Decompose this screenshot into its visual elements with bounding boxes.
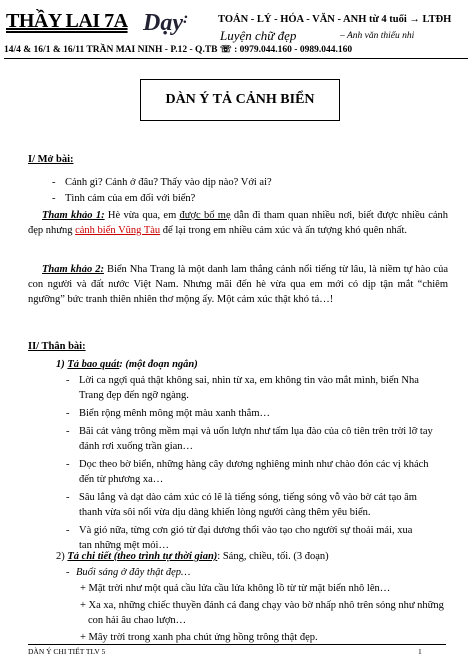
bullet-text: Trang đẹp đến ngỡ ngàng.	[79, 390, 189, 401]
brand-logo: THẦY LAI 7A	[6, 10, 128, 32]
dash-marker: -	[66, 567, 70, 578]
reference-paragraph-1	[28, 208, 448, 238]
teach-heading	[143, 10, 188, 37]
day-word: Dạy	[143, 10, 183, 36]
bullet-text: Dọc theo bờ biển, những hàng cây dương nghiêng mình như chào đón các vị khách	[79, 459, 429, 470]
ref1-text: Hè vừa qua, em	[104, 210, 180, 221]
subjects-line: TOÁN - LÝ - HÓA - VĂN - ANH từ 4 tuổi → LTĐH	[218, 14, 452, 25]
bullet-text: thanh vừa sôi nổi vừa dịu dàng khiến lòng người càng thêm yêu biển.	[79, 507, 371, 518]
footer-label: DÀN Ý CHI TIẾT TLV 5	[28, 647, 106, 656]
dash-marker: -	[66, 525, 70, 536]
section1-heading: I/ Mở bài:	[28, 154, 74, 165]
bullet-text: đánh rơi xuống trần gian…	[79, 441, 194, 452]
address-line: 14/4 & 16/1 & 16/11 TRẦN MAI NINH - P.12 - Q.TB ☏ : 0979.044.160 - 0989.044.160	[4, 45, 353, 55]
subsection-label: Tả bao quát	[67, 359, 120, 370]
morning-text: Buổi sáng ở đây thật đẹp…	[76, 567, 191, 578]
subsection-note: : Sáng, chiều, tối. (3 đoạn)	[217, 551, 329, 562]
calligraphy-line: Luyện chữ đẹp	[220, 28, 297, 43]
reference-label: Tham khảo 2:	[42, 264, 104, 275]
subsection-2-heading	[56, 550, 329, 564]
detail-item-text: con hải âu chao lượn…	[88, 615, 187, 626]
ref1-highlight: cảnh biển Vũng Tàu	[75, 225, 161, 236]
english-kids-line: – Anh văn thiếu nhi	[340, 31, 415, 41]
dash-marker: -	[66, 426, 70, 437]
detail-item-text: + Mặt trời như một quả cầu lửa cầu lửa không lồ từ từ mặt biển nhô lên…	[80, 583, 391, 594]
ref1-underlined: được bố mẹ	[179, 210, 231, 221]
dash-marker: -	[66, 492, 70, 503]
subsection-number: 2)	[56, 551, 65, 562]
dash-marker: -	[52, 193, 56, 204]
document-title: DÀN Ý TẢ CẢNH BIỂN	[140, 79, 340, 121]
bullet-text: đến từ phương xa…	[79, 474, 164, 485]
subsection-number: 1)	[56, 359, 65, 370]
bullet-text: Biển rộng mênh mông một màu xanh thẳm…	[79, 408, 271, 419]
ref1-text: dẫn đi tham quan nhiều nơi, biết được nhiều cảnh đẹp nhưng	[28, 210, 449, 236]
bullet-text: tan những mệt mỏi…	[79, 540, 169, 551]
reference-label: Tham khảo 1:	[42, 210, 105, 221]
detail-item-text: + Mây trời trong xanh pha chút ửng hồng trông thật đẹp.	[80, 632, 318, 643]
header-divider	[4, 58, 468, 59]
day-colon: :	[182, 10, 189, 27]
dash-marker: -	[66, 459, 70, 470]
ref1-text: để lại trong em nhiều cảm xúc và ấn tượng khó quên nhất.	[160, 225, 408, 236]
bullet-text: Bãi cát vàng trông mềm mại và uốn lượn như tấm lụa đào của cô tiên trên trời lỡ tay	[79, 426, 433, 437]
bullet-text: Sâu lắng và dạt dào cảm xúc có lẽ là tiếng sóng, tiếng sóng vỗ vào bờ cát tạo âm	[79, 492, 417, 503]
subsection-label: Tả chi tiết (theo trình tự thời gian)	[67, 551, 218, 562]
bullet-text: Lời ca ngợi quả thật không sai, nhìn từ xa, em không tin vào mắt mình, biển Nha	[79, 375, 419, 386]
ref2-text: Biển Nha Trang là một danh lam thắng cảnh nổi tiếng từ lâu, là niềm tự hào của con người và đất nước Việt Nam. Nhưng mãi đến hè vừa qua em mới có dịp tận mắt “chiêm ngưỡng” bức tranh thiên nhiên thơ mộng ấy. Một cảm xúc thật khó tả…!	[28, 264, 448, 305]
bullet-text: Và gió nữa, từng cơn gió từ đại dương thổi vào tạo cho người sự thoải mái, xua	[79, 525, 413, 536]
detail-item-text: + Xa xa, những chiếc thuyền đánh cá đang chạy vào bờ nhấp nhô trên sóng như những	[80, 600, 444, 611]
section2-heading: II/ Thân bài:	[28, 341, 86, 352]
dash-marker: -	[66, 375, 70, 386]
subsection-note: : (một đoạn ngắn)	[119, 359, 198, 370]
footer-divider	[28, 644, 446, 645]
dash-marker: -	[52, 177, 56, 188]
subsection-1-heading	[56, 358, 198, 372]
reference-paragraph-2	[28, 262, 448, 307]
bullet-text: Tình cảm của em đối với biển?	[65, 193, 196, 204]
bullet-text: Cảnh gì? Cảnh ở đâu? Thấy vào dịp nào? Với ai?	[65, 177, 272, 188]
page-number: 1	[418, 647, 422, 656]
dash-marker: -	[66, 408, 70, 419]
